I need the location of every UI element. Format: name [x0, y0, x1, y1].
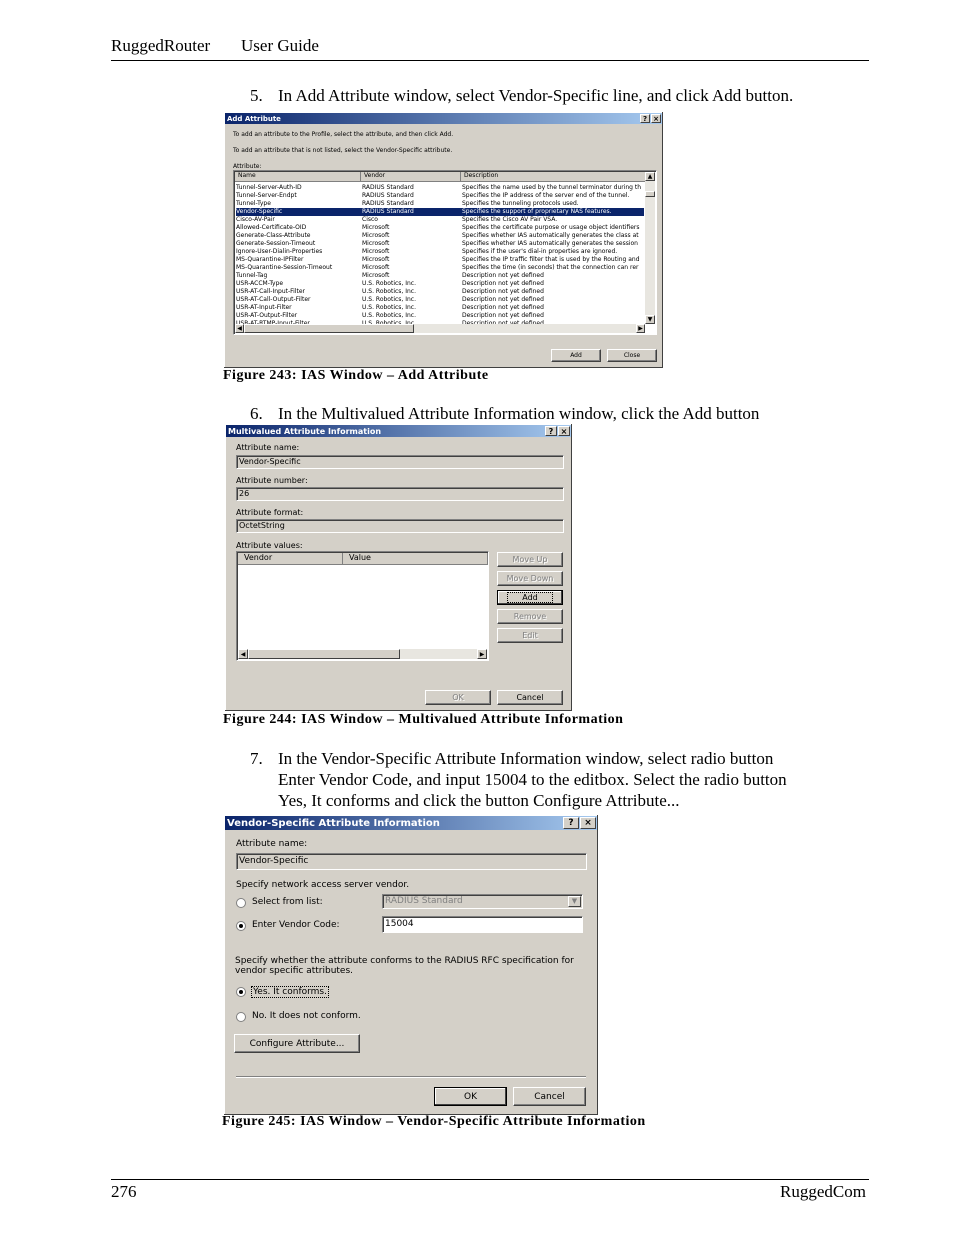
step-5-text: In Add Attribute window, select Vendor-Specific line, and click Add button.: [278, 86, 794, 105]
conform-prompt-2: vendor specific attributes.: [235, 966, 354, 976]
cell-desc: Specifies the name used by the tunnel terminator during th: [462, 184, 642, 191]
hscroll-thumb[interactable]: [248, 649, 400, 659]
step-5-number: 5.: [250, 86, 263, 105]
cell-name: Tunnel-Tag: [236, 272, 268, 279]
attribute-number-field: 26: [236, 487, 564, 501]
step-7-line-1: In the Vendor-Specific Attribute Information window, select radio button: [278, 749, 774, 768]
edit-button[interactable]: Edit: [497, 628, 563, 643]
attribute-name-label: Attribute name:: [236, 839, 308, 849]
list-item[interactable]: [236, 248, 644, 256]
scroll-right-icon[interactable]: ▶: [636, 324, 645, 333]
help-icon[interactable]: ?: [545, 426, 557, 436]
cell-vendor: Microsoft: [362, 248, 390, 255]
select-from-list-radio[interactable]: [236, 898, 246, 908]
cell-desc: Description not yet defined: [462, 312, 544, 319]
cell-desc: Specifies the time (in seconds) that the connection can rer: [462, 264, 639, 271]
cell-vendor: RADIUS Standard: [362, 200, 414, 207]
list-item[interactable]: [236, 184, 644, 192]
chevron-down-icon[interactable]: ▼: [568, 896, 581, 907]
configure-attribute-button[interactable]: Configure Attribute...: [234, 1034, 360, 1053]
close-icon[interactable]: ×: [651, 114, 661, 123]
cell-name: Generate-Session-Timeout: [236, 240, 316, 247]
cell-vendor: RADIUS Standard: [362, 192, 414, 199]
step-7-line-3: Yes, It conforms and click the button Configure Attribute...: [278, 791, 680, 810]
column-name[interactable]: Name: [235, 172, 361, 182]
cell-desc: Specifies if the user's dial-in properties are ignored.: [462, 248, 618, 255]
cell-desc: Description not yet defined: [462, 280, 544, 287]
list-item[interactable]: [236, 296, 644, 304]
step-7-line-2: Enter Vendor Code, and input 15004 to the editbox. Select the radio button: [278, 770, 787, 789]
vendor-prompt: Specify network access server vendor.: [236, 880, 410, 890]
cell-desc: Description not yet defined: [462, 288, 544, 295]
hscroll-thumb[interactable]: [244, 324, 414, 333]
cancel-button[interactable]: Cancel: [497, 690, 563, 705]
cell-vendor: U.S. Robotics, Inc.: [362, 288, 417, 295]
footer-company: RuggedCom: [780, 1182, 866, 1201]
cell-name: Tunnel-Server-Endpt: [236, 192, 297, 199]
ok-button[interactable]: OK: [425, 690, 491, 705]
cell-name: Tunnel-Type: [236, 200, 271, 207]
attribute-name-field: Vendor-Specific: [236, 853, 587, 870]
move-up-button[interactable]: Move Up: [497, 552, 563, 567]
cell-vendor: U.S. Robotics, Inc.: [362, 312, 417, 319]
add-attribute-intro-1: To add an attribute to the Profile, select the attribute, and then click Add.: [233, 131, 454, 138]
list-item[interactable]: [236, 208, 644, 216]
cell-vendor: U.S. Robotics, Inc.: [362, 280, 417, 287]
add-button[interactable]: Add: [551, 349, 601, 362]
cell-vendor: Microsoft: [362, 256, 390, 263]
list-item[interactable]: [236, 288, 644, 296]
ok-button[interactable]: OK: [434, 1087, 507, 1106]
help-icon[interactable]: ?: [640, 114, 650, 123]
attribute-name-label: Attribute name:: [236, 443, 300, 452]
cell-name: USR-AT-Output-Filter: [236, 312, 298, 319]
close-button[interactable]: Close: [607, 349, 657, 362]
help-icon[interactable]: ?: [563, 817, 579, 829]
cell-name: Tunnel-Server-Auth-ID: [236, 184, 302, 191]
cell-name: Vendor-Specific: [236, 208, 283, 215]
cell-name: MS-Quarantine-IPFilter: [236, 256, 304, 263]
column-vendor[interactable]: Vendor: [238, 553, 343, 565]
header-guide: User Guide: [241, 36, 319, 55]
list-item[interactable]: [236, 216, 644, 224]
scroll-up-icon[interactable]: ▲: [645, 172, 655, 181]
cell-name: USR-AT-Call-Input-Filter: [236, 288, 306, 295]
add-attribute-intro-2: To add an attribute that is not listed, select the Vendor-Specific attribute.: [233, 147, 453, 154]
list-item[interactable]: [236, 224, 644, 232]
step-7-number: 7.: [250, 749, 263, 768]
cell-desc: Specifies whether IAS automatically generates the class at: [462, 232, 639, 239]
cell-desc: Specifies the certificate purpose or usage object identifiers: [462, 224, 640, 231]
cell-vendor: RADIUS Standard: [362, 184, 414, 191]
list-item[interactable]: [236, 312, 644, 320]
enter-vendor-code-label: Enter Vendor Code:: [252, 920, 340, 930]
conforms-no-label: No. It does not conform.: [252, 1011, 361, 1021]
cell-vendor: RADIUS Standard: [362, 208, 414, 215]
add-attribute-dialog: [223, 111, 664, 369]
cell-name: Ignore-User-Dialin-Properties: [236, 248, 323, 255]
column-vendor[interactable]: Vendor: [361, 172, 461, 182]
list-item[interactable]: [236, 280, 644, 288]
attribute-list-label: Attribute:: [233, 163, 262, 170]
cell-desc: Specifies the Cisco AV Pair VSA.: [462, 216, 558, 223]
conforms-yes-label: Yes. It conforms.: [253, 987, 327, 997]
close-icon[interactable]: ×: [580, 817, 596, 829]
cell-desc: Specifies the tunneling protocols used.: [462, 200, 579, 207]
scroll-down-icon[interactable]: ▼: [645, 315, 655, 324]
list-item[interactable]: [236, 200, 644, 208]
cell-name: USR-ACCM-Type: [236, 280, 284, 287]
cell-desc: Description not yet defined: [462, 304, 544, 311]
attribute-number-label: Attribute number:: [236, 476, 308, 485]
cell-vendor: Microsoft: [362, 240, 390, 247]
column-description[interactable]: Description: [461, 172, 655, 182]
cell-desc: Specifies the support of proprietary NAS features.: [462, 208, 612, 215]
vendor-specific-title: Vendor-Specific Attribute Information: [227, 817, 440, 829]
close-icon[interactable]: ×: [558, 426, 570, 436]
attribute-format-field: OctetString: [236, 519, 564, 533]
header-product: RuggedRouter: [111, 36, 211, 55]
cell-vendor: Microsoft: [362, 272, 390, 279]
cell-name: Generate-Class-Attribute: [236, 232, 311, 239]
footer-rule: [111, 1179, 869, 1180]
cell-desc: Specifies the IP address of the server end of the tunnel.: [462, 192, 630, 199]
scroll-right-icon[interactable]: ▶: [477, 649, 487, 659]
list-item[interactable]: [236, 240, 644, 248]
step-6-text: In the Multivalued Attribute Information window, click the Add button: [278, 404, 760, 423]
cell-name: USR-AT-Call-Output-Filter: [236, 296, 311, 303]
attribute-list[interactable]: [233, 170, 657, 335]
list-item[interactable]: [236, 256, 644, 264]
separator: [236, 1076, 586, 1078]
vendor-code-input[interactable]: 15004: [382, 916, 583, 933]
column-value[interactable]: Value: [343, 553, 488, 565]
multivalued-titlebar: [226, 425, 571, 437]
cell-name: Cisco-AV-Pair: [236, 216, 275, 223]
enter-vendor-code-radio[interactable]: [236, 921, 246, 931]
list-item[interactable]: [236, 232, 644, 240]
cell-name: USR-AT-Input-Filter: [236, 304, 292, 311]
add-attribute-title: Add Attribute: [227, 114, 281, 123]
list-item[interactable]: [236, 192, 644, 200]
add-button[interactable]: [497, 590, 563, 605]
vendor-select[interactable]: [382, 894, 583, 909]
cell-desc: Description not yet defined: [462, 296, 544, 303]
cell-vendor: Cisco: [362, 216, 378, 223]
figure-245-caption: Figure 245: IAS Window – Vendor-Specific Attribute Information: [222, 1114, 646, 1129]
cell-desc: Description not yet defined: [462, 272, 544, 279]
cell-vendor: Microsoft: [362, 264, 390, 271]
vendor-specific-titlebar: [225, 816, 597, 830]
list-item[interactable]: [236, 304, 644, 312]
vendor-select-value: RADIUS Standard: [385, 896, 463, 906]
vendor-specific-dialog: [223, 814, 599, 1116]
list-item[interactable]: [236, 272, 644, 280]
conform-prompt-1: Specify whether the attribute conforms to the RADIUS RFC specification for: [235, 956, 574, 966]
cell-vendor: Microsoft: [362, 224, 390, 231]
conforms-no-radio[interactable]: [236, 1012, 246, 1022]
cell-vendor: U.S. Robotics, Inc.: [362, 296, 417, 303]
cell-name: Allowed-Certificate-OID: [236, 224, 307, 231]
cell-name: MS-Quarantine-Session-Timeout: [236, 264, 333, 271]
cell-vendor: Microsoft: [362, 232, 390, 239]
figure-243-caption: Figure 243: IAS Window – Add Attribute: [223, 368, 489, 383]
multivalued-attribute-dialog: [224, 423, 573, 712]
cell-desc: Specifies the IP traffic filter that is used by the Routing and: [462, 256, 640, 263]
multivalued-title: Multivalued Attribute Information: [228, 426, 382, 436]
list-item[interactable]: [236, 264, 644, 272]
add-button-label: Add: [507, 592, 553, 603]
attribute-format-label: Attribute format:: [236, 508, 304, 517]
conforms-yes-radio[interactable]: [236, 987, 246, 997]
select-from-list-label: Select from list:: [252, 897, 323, 907]
scroll-left-icon[interactable]: ◀: [235, 324, 244, 333]
header-rule: [111, 60, 869, 61]
attribute-values-list[interactable]: [236, 551, 489, 661]
step-6-number: 6.: [250, 404, 263, 423]
figure-244-caption: Figure 244: IAS Window – Multivalued Attribute Information: [223, 712, 624, 727]
cell-desc: Specifies whether IAS automatically generates the session: [462, 240, 638, 247]
scroll-left-icon[interactable]: ◀: [238, 649, 248, 659]
scroll-thumb[interactable]: [645, 191, 655, 197]
cancel-button[interactable]: Cancel: [513, 1087, 586, 1106]
add-attribute-titlebar: [225, 113, 662, 124]
footer-page-number: 276: [111, 1182, 137, 1201]
attribute-name-field: Vendor-Specific: [236, 455, 564, 469]
remove-button[interactable]: Remove: [497, 609, 563, 624]
attribute-values-label: Attribute values:: [236, 541, 303, 550]
cell-vendor: U.S. Robotics, Inc.: [362, 304, 417, 311]
move-down-button[interactable]: Move Down: [497, 571, 563, 586]
